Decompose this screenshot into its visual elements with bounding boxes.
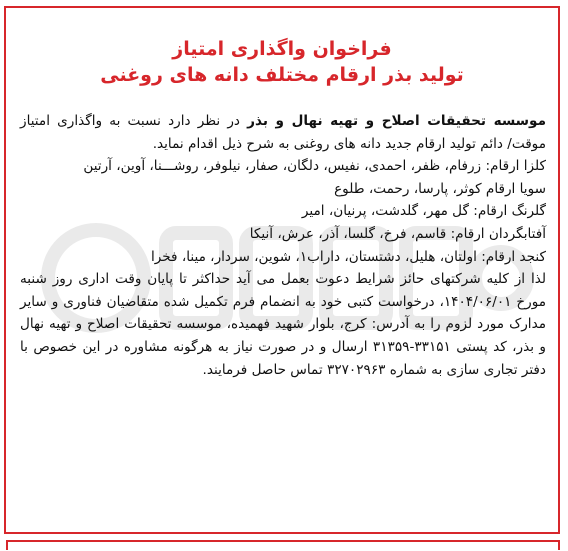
intro-paragraph (20, 110, 546, 155)
crop-line-sunflower: آفتابگردان ارقام: قاسم، فرخ، گلسا، آذر، عرش، آنیکا (249, 225, 546, 242)
organization-name: موسسه تحقیقات اصلاح و تهیه نهال و بذر (247, 113, 546, 129)
title-line-1: فراخوان واگذاری امتیاز (172, 38, 392, 60)
closing-paragraph: لذا از کلیه شرکتهای حائز شرایط دعوت بعمل می آید حداکثر تا پایان وقت اداری روز شنبه مورخ ۱۴۰۴/۰۶/۰۱، درخواست کتبی خود به انضمام فرم تکمیل شده متقاضیان فناوری و سایر مدارک مورد لزوم را به آدرس: کرج، بلوار شهید فهمیده، موسسه تحقیقات اصلاح و تهیه نهال و بذر، کد پستی ۳۳۱۵۱-۳۱۳۵۹ ارسال و در صورت نیاز به هرگونه مشاوره در این خصوص با دفتر تجاری سازی به شماره ۳۲۷۰۲۹۶۳ تماس حاصل فرمایند. (20, 271, 547, 378)
crop-line-soybean: سویا ارقام کوثر، پارسا، رحمت، طلوع (334, 180, 546, 197)
notice-body (20, 110, 546, 381)
crop-line-canola: کلزا ارقام: زرفام، ظفر، احمدی، نفیس، دلگان، صفار، نیلوفر، روشـــنا، آوین، آرتین (83, 158, 546, 175)
notice-frame (4, 6, 560, 534)
title-line-2: تولید بذر ارقام مختلف دانه های روغنی (100, 64, 464, 86)
crop-line-sesame: کنجد ارقام: اولتان، هلیل، دشتستان، داراب۱، شوین، سردار، مینا، فخرا (150, 248, 546, 265)
notice-title (6, 36, 558, 88)
next-notice-border (6, 540, 560, 550)
intro-text: در نظر دارد نسبت به واگذاری امتیاز موقت/ دائم تولید ارقام جدید دانه های روغنی به شرح ذیل اقدام نماید. (20, 113, 546, 152)
crop-line-safflower: گلرنگ ارقام: گل مهر، گلدشت، پرنیان، امیر (301, 203, 546, 220)
